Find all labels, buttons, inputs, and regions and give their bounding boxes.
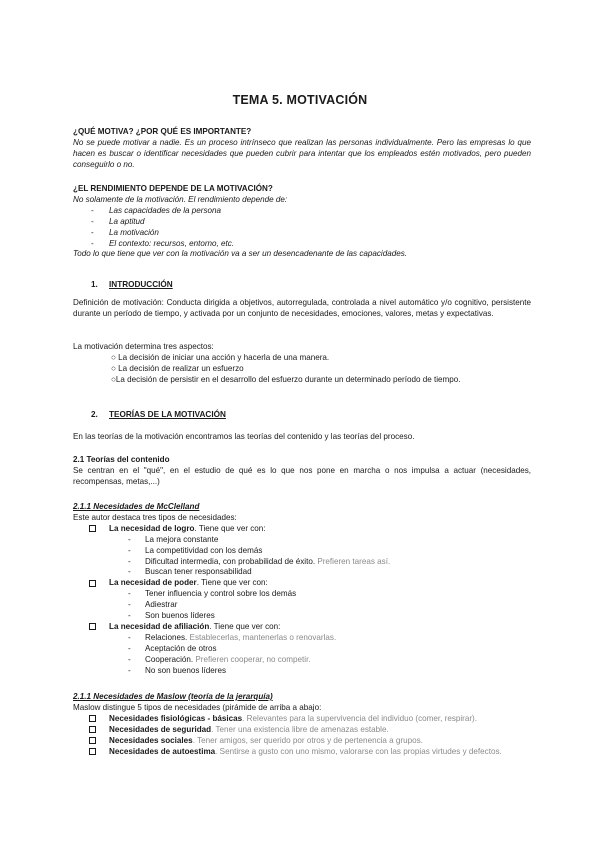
section-label: TEORÍAS DE LA MOTIVACIÓN (109, 410, 226, 419)
list-item: - Aceptación de otros (73, 644, 531, 655)
checkbox-bullet-icon (89, 622, 103, 633)
checkbox-bullet-icon (89, 747, 103, 758)
need-label: La necesidad de afiliación (109, 621, 210, 631)
question-2-intro: No solamente de la motivación. El rendimiento depende de: (73, 194, 288, 204)
question-1-text: No se puede motivar a nadie. Es un proceso intrínseco que realizan las personas individualmente. Pero las empresas lo que hacen es buscar o identificar necesidades que pueden cubrir para intentar que los empleados estén motivados, pero pueden conseguirlo o no. (73, 137, 531, 169)
question-2 (73, 184, 531, 260)
need-group-achievement (73, 524, 531, 535)
need-label: La necesidad de logro (109, 523, 195, 533)
section-number: 2. (91, 410, 98, 419)
list-item: - Adiestrar (73, 600, 531, 611)
subsection-text: Se centran en el "qué", en el estudio de qué es lo que nos pone en marcha o nos impulsa a actuar (necesidades, recompensas, metas,...) (73, 465, 531, 486)
performance-factor-list (73, 206, 531, 250)
checkbox-bullet-icon (89, 725, 103, 736)
list-item: ○ La decisión de iniciar una acción y hacerla de una manera. (111, 352, 330, 362)
section-1-heading (91, 280, 173, 289)
motivation-aspects (73, 342, 531, 386)
need-label: La necesidad de poder (109, 578, 197, 588)
mcclelland-intro: Este autor destaca tres tipos de necesidades: (73, 512, 237, 522)
checkbox-bullet-icon (89, 524, 103, 535)
list-item: Necesidades sociales. Tener amigos, ser querido por otros y de pertenencia a grupos. (73, 736, 531, 747)
section-2-heading (91, 410, 226, 419)
need-group-power (73, 578, 531, 589)
content-theories (73, 455, 531, 488)
list-item: - Tener influencia y control sobre los demás (73, 589, 531, 600)
checkbox-bullet-icon (89, 578, 103, 589)
list-item: - La competitividad con los demás (73, 546, 531, 557)
list-item: Necesidades fisiológicas - básicas. Relevantes para la supervivencia del individuo (comer, respirar). (73, 714, 531, 725)
subsection-title: 2.1 Teorías del contenido (73, 455, 170, 464)
need-description: . Tiene que ver con: (194, 523, 266, 533)
section-label: INTRODUCCIÓN (109, 280, 173, 289)
list-item: - Las capacidades de la persona (73, 206, 531, 217)
motivation-definition: Definición de motivación: Conducta dirigida a objetivos, autorregulada, controlada a nivel automático y/o cognitivo, persistente durante un período de tiempo, y activada por un conjunto de necesidades, emociones, valores, metas y expectativas. (73, 298, 531, 318)
theories-intro: En las teorías de la motivación encontramos las teorías del contenido y las teorías del proceso. (73, 432, 415, 441)
list-item: - La aptitud (73, 217, 531, 228)
aspects-intro: La motivación determina tres aspectos: (73, 342, 214, 351)
list-item: - Son buenos líderes (73, 611, 531, 622)
checkbox-bullet-icon (89, 714, 103, 725)
list-item: - Relaciones. Establecerlas, mantenerlas o renovarlas. (73, 633, 531, 644)
list-item: - El contexto: recursos, entorno, etc. (73, 239, 531, 250)
list-item: ○ La decisión de realizar un esfuerzo (111, 363, 244, 373)
question-2-outro: Todo lo que tiene que ver con la motivación va a ser un desencadenante de las capacidades. (73, 249, 408, 259)
question-1-heading: ¿QUÉ MOTIVA? ¿POR QUÉ ES IMPORTANTE? (73, 127, 252, 136)
maslow-intro: Maslow distingue 5 tipos de necesidades (pirámide de arriba a abajo: (73, 702, 322, 712)
need-description: . Tiene que ver con: (196, 578, 268, 588)
list-item: - No son buenos líderes (73, 666, 531, 677)
section-number: 1. (91, 280, 98, 289)
maslow-needs (73, 692, 531, 757)
need-description: . Tiene que ver con: (209, 621, 281, 631)
list-item: Necesidades de seguridad. Tener una existencia libre de amenazas estable. (73, 725, 531, 736)
maslow-title: 2.1.1 Necesidades de Maslow (teoría de la jerarquía) (73, 692, 273, 701)
mcclelland-needs (73, 502, 531, 677)
list-item: - Buscan tener responsabilidad (73, 567, 531, 578)
list-item: Necesidades de autoestima. Sentirse a gusto con uno mismo, valorarse con las propias virtudes y defectos. (73, 747, 531, 758)
list-item: - Dificultad intermedia, con probabilidad de éxito. Prefieren tareas así. (73, 557, 531, 568)
question-2-heading: ¿EL RENDIMIENTO DEPENDE DE LA MOTIVACIÓN? (73, 184, 273, 193)
question-1 (73, 127, 531, 171)
page-title: TEMA 5. MOTIVACIÓN (232, 93, 368, 107)
list-item: - La mejora constante (73, 535, 531, 546)
list-item: - Cooperación. Prefieren cooperar, no competir. (73, 655, 531, 666)
need-group-affiliation (73, 622, 531, 633)
mcclelland-title: 2.1.1 Necesidades de McClelland (73, 502, 200, 511)
list-item: ○La decisión de persistir en el desarrollo del esfuerzo durante un determinado período de tiempo. (111, 374, 461, 384)
checkbox-bullet-icon (89, 736, 103, 747)
list-item: - La motivación (73, 228, 531, 239)
